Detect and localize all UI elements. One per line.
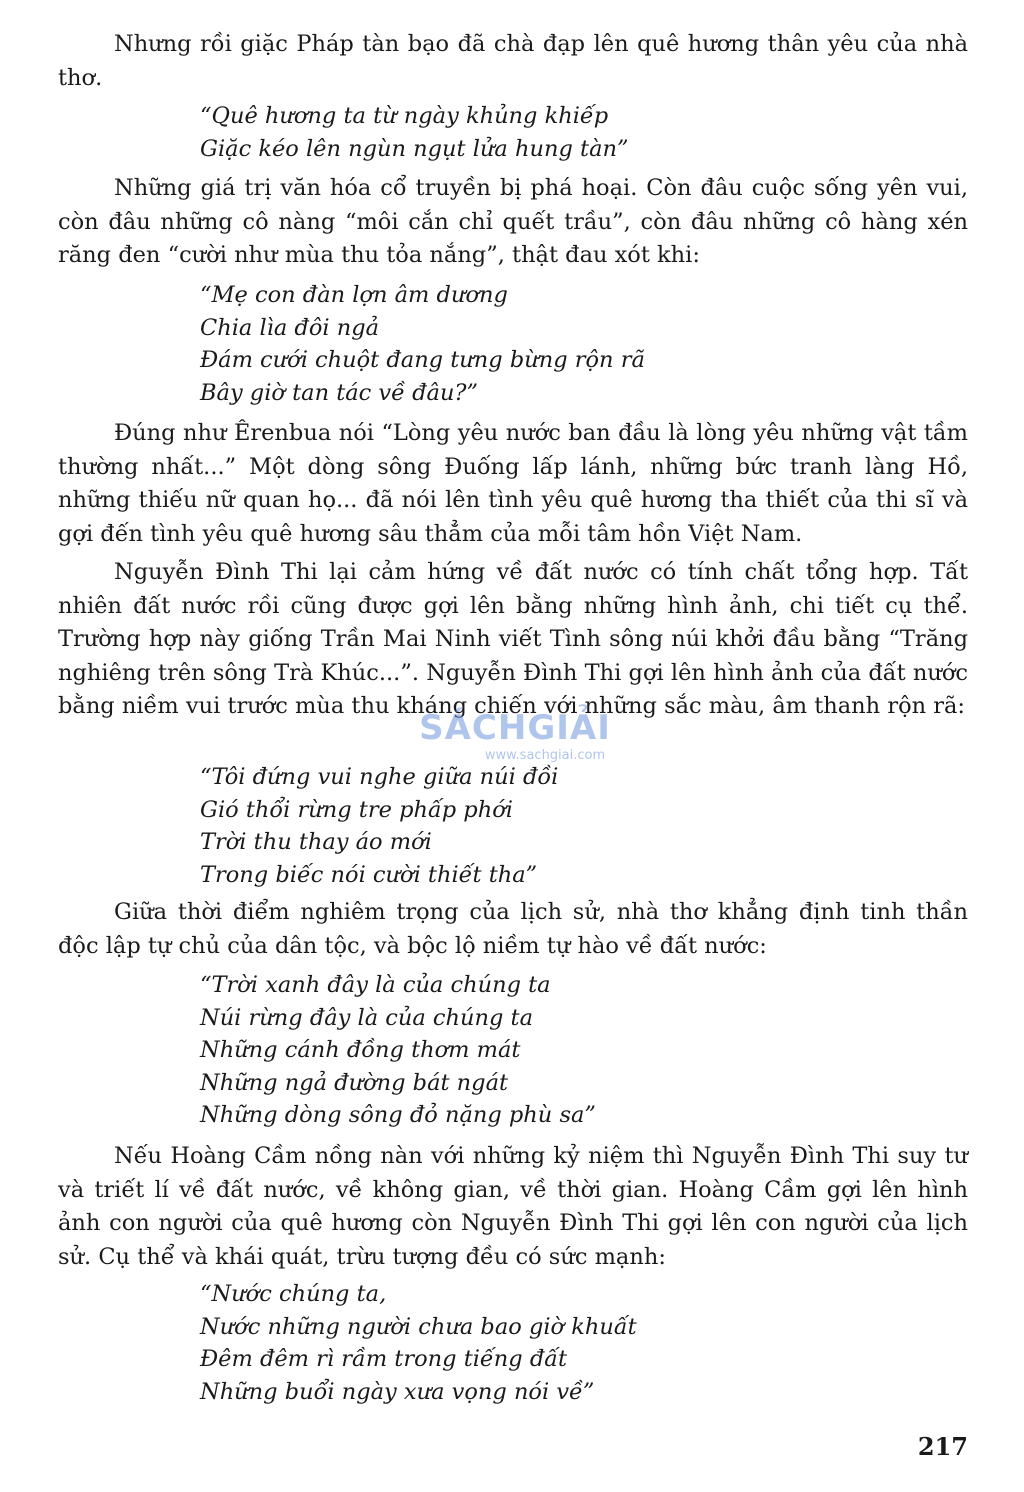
verse-line: Đêm đêm rì rầm trong tiếng đất — [200, 1346, 568, 1372]
verse-line: Đám cưới chuột đang tưng bừng rộn rã — [200, 347, 645, 373]
verse-line: Nước những người chưa bao giờ khuất — [200, 1313, 637, 1340]
verse-line: Những cánh đồng thơm mát — [200, 1037, 521, 1063]
verse-line: “Mẹ con đàn lợn âm dương — [200, 282, 508, 308]
verse-4 — [200, 969, 900, 1132]
paragraph-6: Nếu Hoàng Cầm nồng nàn với những kỷ niệm thì Nguyễn Đình Thi suy tư và triết lí về đất nước, về không gian, về thời gian. Hoàng Cầm gợi lên hình ảnh con người của quê hương còn Nguyễn Đình Thi gợi lên con người của lịch sử. Cụ thể và khái quát, trừu tượng đều có sức mạnh: — [58, 1143, 968, 1270]
watermark-brand: SÁCHGIẢI — [419, 708, 611, 748]
watermark-site: www.sachgiai.com — [484, 748, 606, 763]
verse-line: Chia lìa đôi ngả — [200, 314, 380, 341]
verse-line: Trời thu thay áo mới — [200, 829, 432, 855]
verse-line: “Nước chúng ta, — [200, 1281, 387, 1307]
verse-line: Bây giờ tan tác về đâu?” — [200, 379, 478, 406]
paragraph-1: Nhưng rồi giặc Pháp tàn bạo đã chà đạp lên quê hương thân yêu của nhà thơ. — [58, 31, 968, 91]
verse-2 — [200, 279, 900, 409]
paragraph-4: Nguyễn Đình Thi lại cảm hứng về đất nước có tính chất tổng hợp. Tất nhiên đất nước rồi cũng được gợi lên bằng những hình ảnh, chi tiết cụ thể. Trường hợp này giống Trần Mai Ninh viết Tình sông núi khởi đầu bằng “Trăng nghiêng trên sông Trà Khúc...”. Nguyễn Đình Thi gợi lên hình ảnh của đất nước bằng niềm vui trước mùa thu kháng chiến với những sắc màu, âm thanh rộn rã: — [58, 559, 968, 719]
verse-line: Trong biếc nói cười thiết tha” — [200, 861, 538, 888]
verse-line: Những ngả đường bát ngát — [200, 1069, 509, 1096]
verse-line: Những dòng sông đỏ nặng phù sa” — [200, 1102, 596, 1128]
paragraph-2: Những giá trị văn hóa cổ truyền bị phá hoại. Còn đâu cuộc sống yên vui, còn đâu những cô nàng “môi cắn chỉ quết trầu”, còn đâu những cô hàng xén răng đen “cười như mùa thu tỏa nắng”, thật đau xót khi: — [58, 175, 968, 268]
paragraph-3: Đúng như Êrenbua nói “Lòng yêu nước ban đầu là lòng yêu những vật tầm thường nhất...” Một dòng sông Đuống lấp lánh, những bức tranh làng Hồ, những thiếu nữ quan họ... đã nói lên tình yêu quê hương tha thiết của thi sĩ và gợi đến tình yêu quê hương sâu thẳm của mỗi tâm hồn Việt Nam. — [58, 420, 968, 547]
verse-line: “Trời xanh đây là của chúng ta — [200, 972, 551, 998]
verse-line: Giặc kéo lên ngùn ngụt lửa hung tàn” — [200, 135, 629, 162]
verse-line: “Quê hương ta từ ngày khủng khiếp — [200, 103, 609, 129]
verse-line: Núi rừng đây là của chúng ta — [200, 1004, 534, 1031]
verse-line: Gió thổi rừng tre phấp phới — [200, 796, 513, 823]
paragraph-5: Giữa thời điểm nghiêm trọng của lịch sử, nhà thơ khẳng định tinh thần độc lập tự chủ của dân tộc, và bộc lộ niềm tự hào về đất nước: — [58, 899, 968, 959]
verse-line: Những buổi ngày xưa vọng nói về” — [200, 1378, 595, 1405]
page-number: 217 — [917, 1432, 968, 1461]
verse-line: “Tôi đứng vui nghe giữa núi đồi — [200, 764, 559, 790]
verse-5 — [200, 1278, 900, 1408]
verse-1 — [200, 100, 900, 165]
verse-3 — [200, 761, 900, 891]
